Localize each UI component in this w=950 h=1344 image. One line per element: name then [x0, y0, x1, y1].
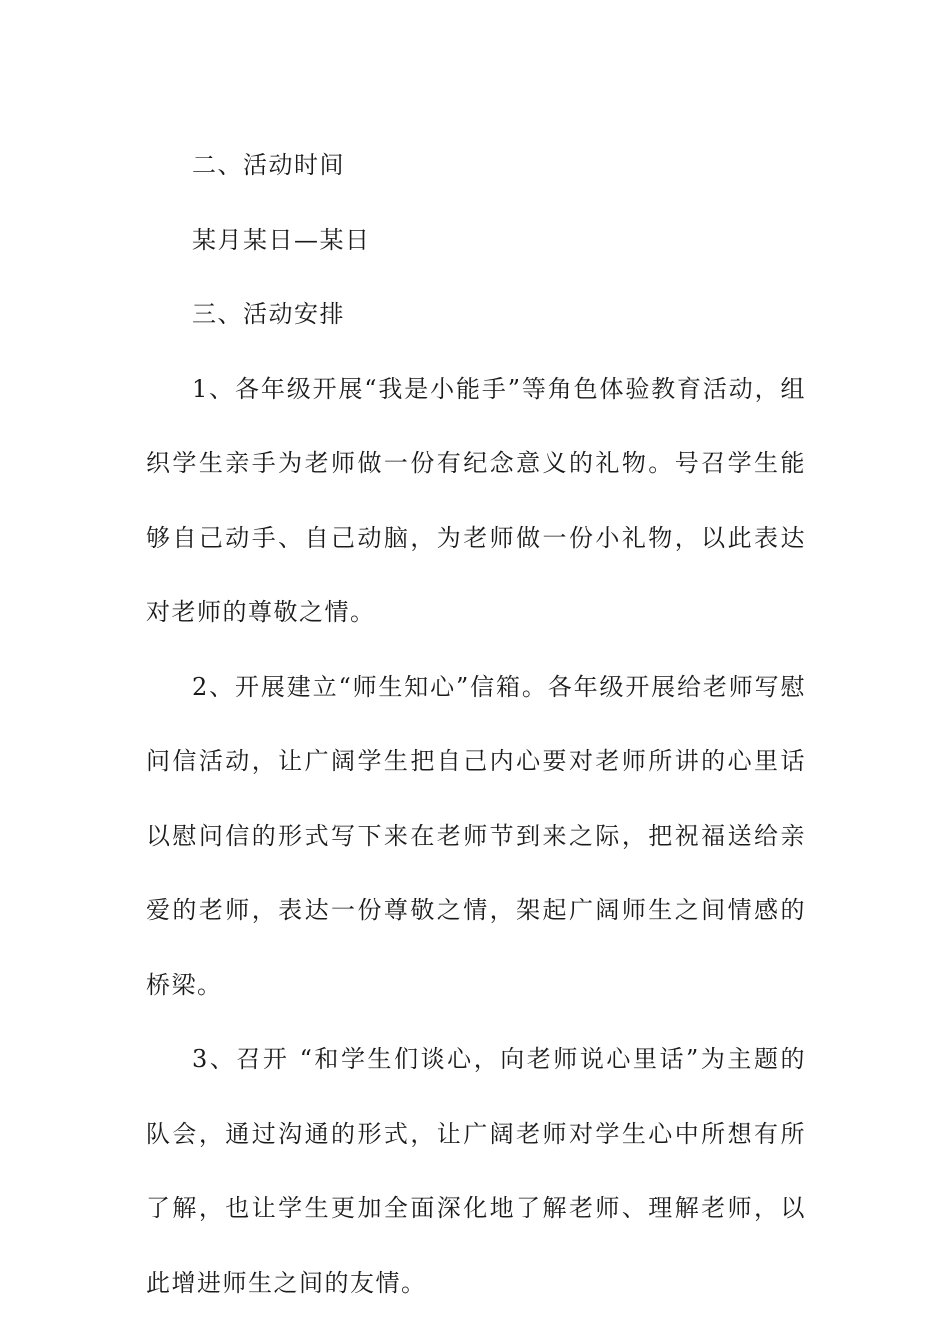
- arrangement-item-1: 1、各年级开展“我是小能手”等角色体验教育活动，组织学生亲手为老师做一份有纪念意义的礼物。号召学生能够自己动手、自己动脑，为老师做一份小礼物，以此表达对老师的尊敬之情。: [146, 374, 806, 626]
- arrangement-item-3: 3、召开 “和学生们谈心，向老师说心里话”为主题的队会，通过沟通的形式，让广阔老师对学生心中所想有所了解，也让学生更加全面深化地了解老师、理解老师，以此增进师生之间的友情。: [146, 1045, 806, 1297]
- section-heading-activity-time: 二、活动时间: [192, 151, 345, 179]
- arrangement-item-2: 2、开展建立“师生知心”信箱。各年级开展给老师写慰问信活动，让广阔学生把自己内心要对老师所讲的心里话以慰问信的形式写下来在老师节到来之际，把祝福送给亲爱的老师，表达一份尊敬之情，架起广阔师生之间情感的桥梁。: [146, 672, 806, 999]
- document-body: [146, 128, 806, 1320]
- section-heading-activity-arrangement: 三、活动安排: [192, 300, 345, 328]
- activity-time-value: 某月某日—某日: [192, 225, 371, 254]
